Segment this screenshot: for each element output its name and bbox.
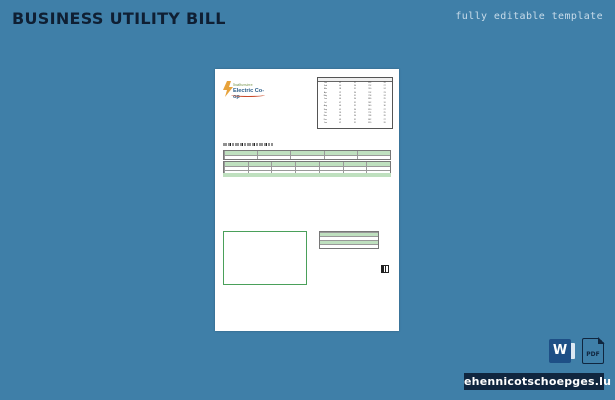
page-subtitle: fully editable template [455, 11, 603, 22]
usage-row: Jan 42 31 820 26 [323, 122, 386, 125]
usage-table-body [318, 82, 392, 126]
barcode [223, 143, 273, 146]
website-badge: ehennicotschoepges.lu [464, 375, 612, 388]
bill-document-preview [215, 69, 399, 331]
utility-logo [223, 81, 265, 99]
account-summary-row [224, 155, 390, 159]
page-title: BUSINESS UTILITY BILL [12, 9, 226, 28]
usage-row: Apr 37 30 702 23 [324, 91, 386, 94]
logo-arc [231, 93, 265, 97]
usage-row: Nov 40 30 788 26 [323, 115, 386, 118]
meter-reading-header [224, 162, 390, 166]
logo-line1: Southwestern [233, 83, 253, 87]
usage-row: Mar 38 31 740 24 [323, 88, 386, 91]
account-activity [307, 179, 391, 182]
qr-code [381, 265, 389, 273]
meter-reading-row [224, 166, 390, 170]
usage-row: Dec 43 31 842 27 [323, 118, 386, 121]
pdf-file-icon: PDF [582, 338, 604, 364]
account-summary-table [223, 150, 391, 160]
usage-row: Jun 44 30 880 29 [323, 98, 386, 101]
charges-header [223, 173, 391, 177]
logo-line2: Electric Co-op [233, 88, 265, 100]
usage-row: May 39 31 758 24 [323, 95, 386, 98]
usage-row: Feb 40 30 792 27 [323, 84, 386, 87]
usage-history-table [317, 77, 393, 129]
account-summary-header [224, 151, 390, 155]
payment-options-table [319, 231, 379, 249]
usage-row: Aug 46 31 940 30 [323, 105, 386, 108]
important-notice-box [223, 231, 307, 285]
usage-row: Jan 42 31 816 28 [323, 81, 386, 84]
usage-row: Oct 39 31 774 25 [324, 112, 386, 115]
usage-row: Sep 41 30 810 27 [323, 108, 386, 111]
word-file-icon: W [549, 339, 571, 363]
service-charges [223, 179, 303, 181]
usage-row: Jul 47 31 962 31 [324, 101, 386, 104]
